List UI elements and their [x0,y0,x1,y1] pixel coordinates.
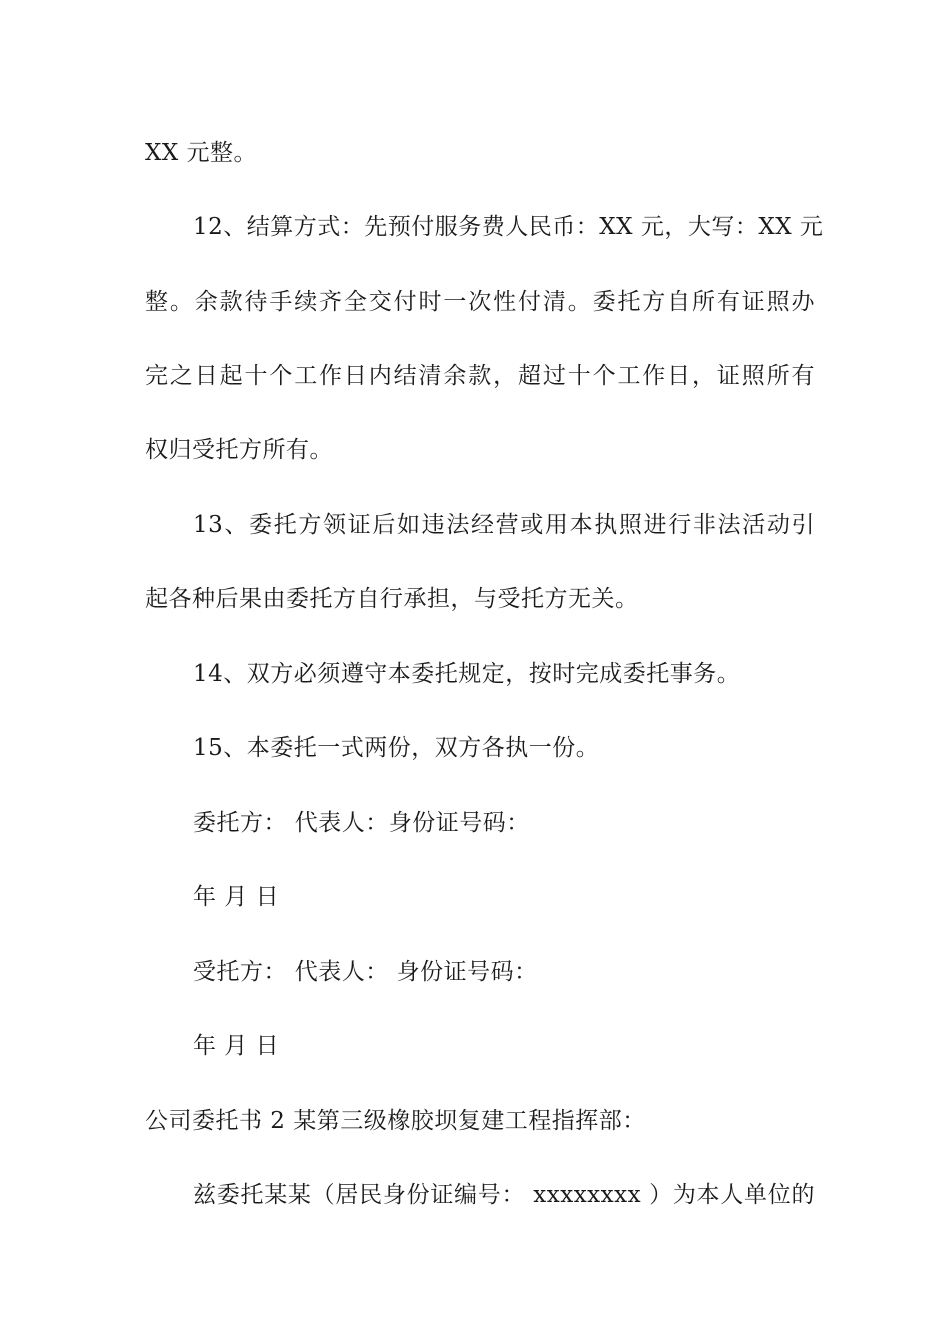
text-line: 13、委托方领证后如违法经营或用本执照进行非法活动引 [193,512,815,538]
text-line: 权归受托方所有。 [145,437,333,463]
text-line: 完之日起十个工作日内结清余款，超过十个工作日，证照所有 [145,363,815,389]
text-line: 整。余款待手续齐全交付时一次性付清。委托方自所有证照办 [145,289,815,315]
section-heading: 公司委托书 2 某第三级橡胶坝复建工程指挥部： [145,1108,646,1134]
text-line: 14、双方必须遵守本委托规定，按时完成委托事务。 [193,661,741,687]
text-line: XX 元整。 [145,140,258,166]
text-line: 兹委托某某（居民身份证编号： xxxxxxxx ）为本人单位的 [193,1182,815,1208]
text-line: 起各种后果由委托方自行承担，与受托方无关。 [145,586,639,612]
signature-line: 受托方： 代表人： 身份证号码： [193,959,538,985]
text-line: 12、结算方式：先预付服务费人民币：XX 元，大写：XX 元 [193,214,824,240]
date-line: 年 月 日 [193,884,280,910]
text-line: 15、本委托一式两份，双方各执一份。 [193,735,600,761]
date-line: 年 月 日 [193,1033,280,1059]
signature-line: 委托方： 代表人：身份证号码： [193,810,530,836]
